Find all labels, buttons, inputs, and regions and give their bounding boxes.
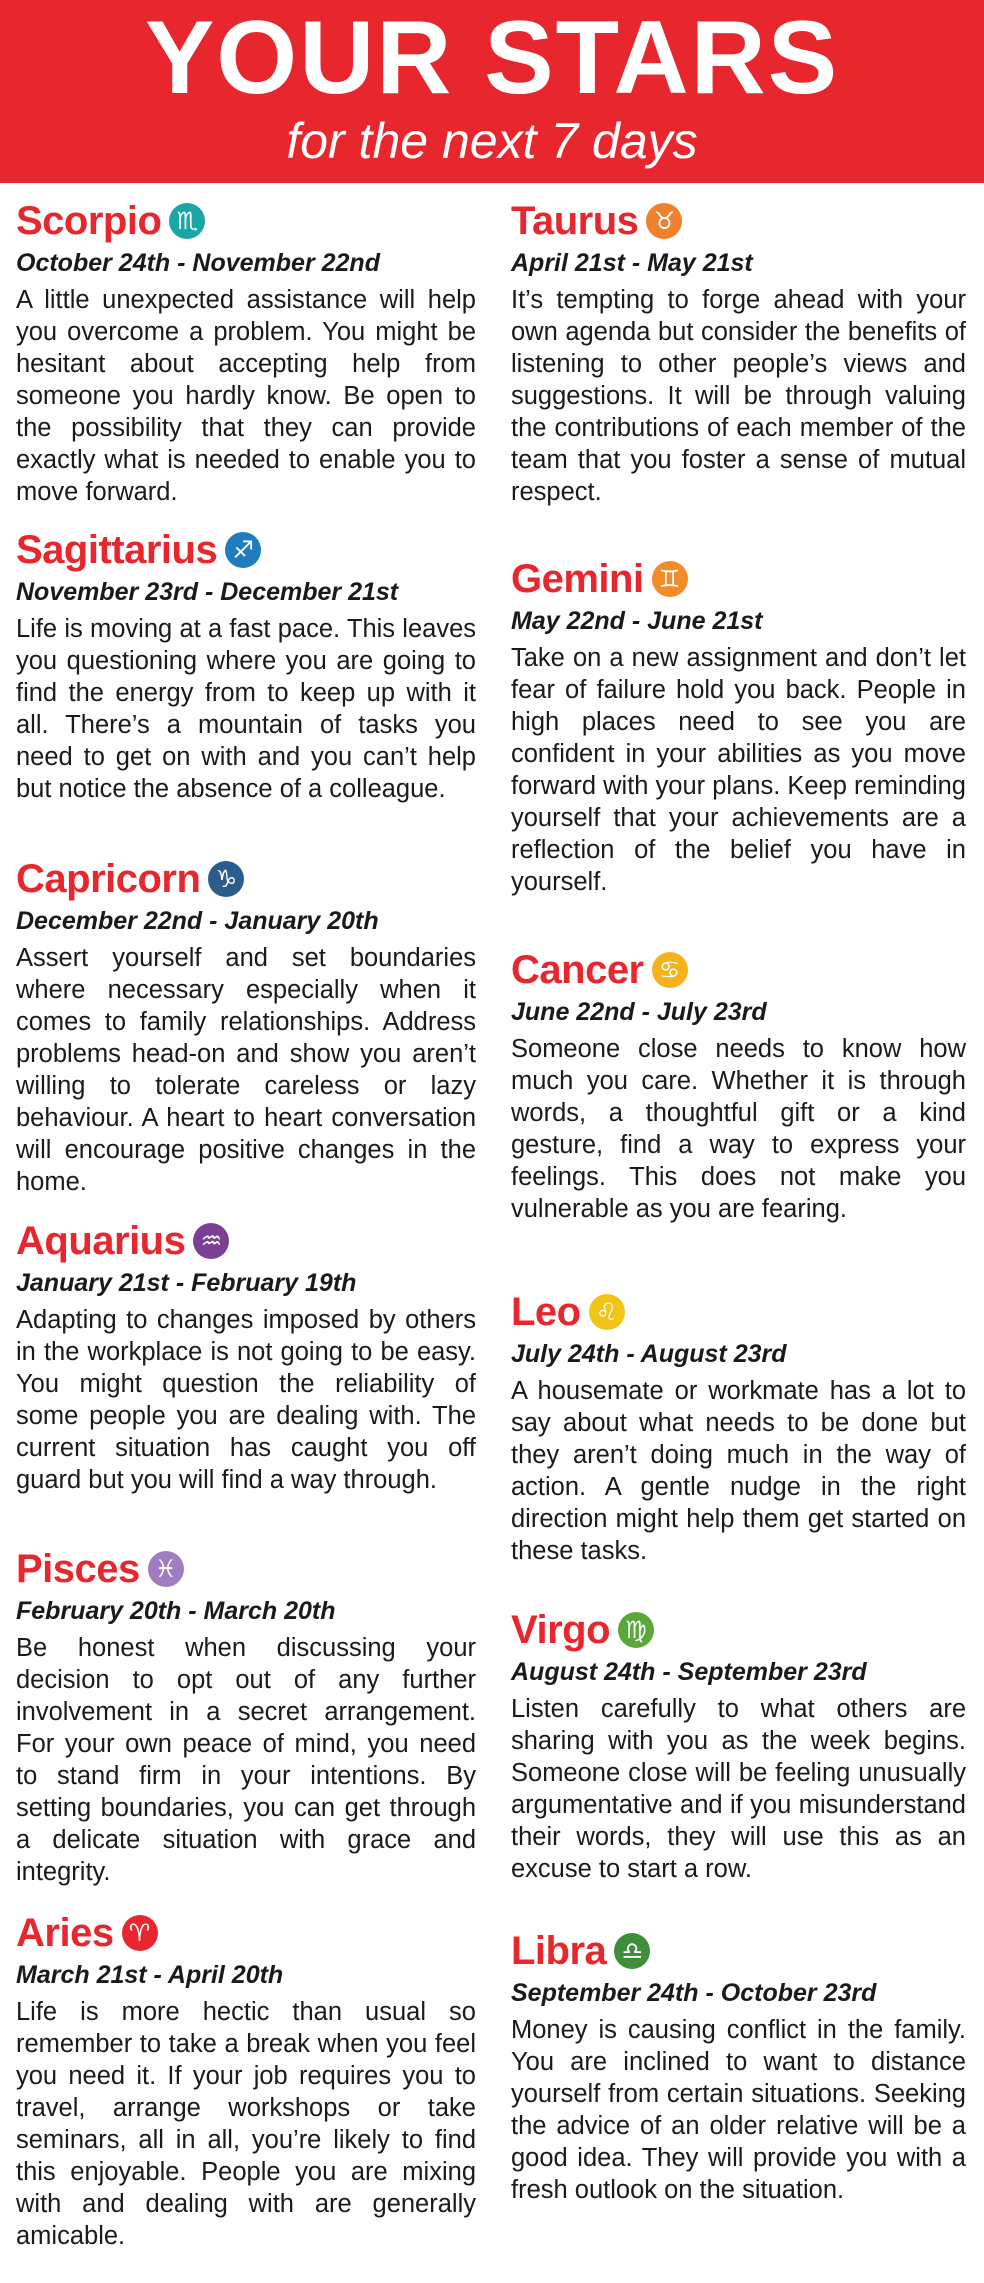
- leo-symbol-icon: ♌: [589, 1294, 625, 1330]
- sign-name: Sagittarius: [16, 528, 218, 572]
- sagittarius-symbol-icon: ♐: [225, 532, 261, 568]
- sign-dates: May 22nd - June 21st: [511, 607, 763, 635]
- horoscope-leo: [511, 1289, 966, 1567]
- sign-header: [511, 1289, 966, 1335]
- scorpio-symbol-icon: ♏: [169, 203, 205, 239]
- sign-reading: Life is more hectic than usual so remember to take a break when you feel you need it. If your job requires you to travel, arrange workshops or take seminars, all in all, you’re likely to find this enjoyable. People you are mixing with and dealing with are generally amicable.: [16, 1998, 476, 2250]
- sign-name: Gemini: [511, 557, 644, 601]
- horoscope-cancer: [511, 947, 966, 1225]
- horoscope-pisces: [16, 1546, 476, 1888]
- sign-header: [16, 527, 476, 573]
- sign-name: Virgo: [511, 1608, 611, 1652]
- sign-reading: Someone close needs to know how much you care. Whether it is through words, a thoughtful gift or a kind gesture, find a way to express your feelings. This does not make you vulnerable as you are fearing.: [511, 1035, 966, 1223]
- sign-header: [511, 1928, 966, 1974]
- sign-header: [511, 556, 966, 602]
- sign-header: [16, 1546, 476, 1592]
- sign-dates: April 21st - May 21st: [511, 249, 753, 277]
- virgo-symbol-icon: ♍: [618, 1612, 654, 1648]
- sign-name: Leo: [511, 1290, 581, 1334]
- sign-dates: June 22nd - July 23rd: [511, 998, 767, 1026]
- sign-reading: A little unexpected assistance will help you overcome a problem. You might be hesitant about accepting help from someone you hardly know. Be open to the possibility that they can provide exactly what is needed to enable you to move forward.: [16, 286, 476, 506]
- sign-dates: August 24th - September 23rd: [511, 1658, 867, 1686]
- header-banner: [0, 0, 984, 183]
- sign-dates: March 21st - April 20th: [16, 1961, 284, 1989]
- libra-symbol-icon: ♎: [614, 1933, 650, 1969]
- gemini-symbol-icon: ♊: [652, 561, 688, 597]
- sign-reading: A housemate or workmate has a lot to say about what needs to be done but they aren’t doing much in the way of action. A gentle nudge in the right direction might help them get started on these tasks.: [511, 1377, 966, 1565]
- aries-symbol-icon: ♈: [122, 1915, 158, 1951]
- sign-dates: November 23rd - December 21st: [16, 578, 399, 606]
- page-title: YOUR STARS: [144, 0, 840, 116]
- sign-reading: Be honest when discussing your decision to opt out of any further involvement in a secret arrangement. For your own peace of mind, you need to stand firm in your intentions. By setting boundaries, you can get through a delicate situation with grace and integrity.: [16, 1634, 476, 1886]
- cancer-symbol-icon: ♋: [652, 952, 688, 988]
- horoscope-virgo: [511, 1607, 966, 1885]
- sign-name: Scorpio: [16, 199, 162, 243]
- horoscope-capricorn: [16, 856, 476, 1198]
- sign-header: [511, 1607, 966, 1653]
- sign-reading: It’s tempting to forge ahead with your own agenda but consider the benefits of listening to other people’s views and suggestions. It will be through valuing the contributions of each member of the team that you foster a sense of mutual respect.: [511, 286, 966, 506]
- sign-reading: Life is moving at a fast pace. This leaves you questioning where you are going to find the energy from to keep up with it all. There’s a mountain of tasks you need to get on with and you can’t help but notice the absence of a colleague.: [16, 615, 476, 803]
- sign-dates: October 24th - November 22nd: [16, 249, 380, 277]
- horoscope-aquarius: [16, 1218, 476, 1496]
- sign-header: [511, 198, 966, 244]
- horoscope-taurus: [511, 198, 966, 508]
- sign-header: [511, 947, 966, 993]
- sign-name: Capricorn: [16, 857, 201, 901]
- sign-name: Taurus: [511, 199, 639, 243]
- sign-dates: January 21st - February 19th: [16, 1269, 357, 1297]
- taurus-symbol-icon: ♉: [646, 203, 682, 239]
- sign-dates: September 24th - October 23rd: [511, 1979, 877, 2007]
- sign-name: Aries: [16, 1911, 114, 1955]
- sign-name: Aquarius: [16, 1219, 186, 1263]
- sign-reading: Adapting to changes imposed by others in the workplace is not going to be easy. You might question the reliability of some people you are dealing with. The current situation has caught you off guard but you will find a way through.: [16, 1306, 476, 1494]
- sign-dates: February 20th - March 20th: [16, 1597, 336, 1625]
- sign-name: Pisces: [16, 1547, 140, 1591]
- pisces-symbol-icon: ♓: [148, 1551, 184, 1587]
- horoscope-sagittarius: [16, 527, 476, 805]
- sign-header: [16, 198, 476, 244]
- sign-reading: Assert yourself and set boundaries where necessary especially when it comes to family relationships. Address problems head-on and show you aren’t willing to tolerate careless or lazy behaviour. A heart to heart conversation will encourage positive changes in the home.: [16, 944, 476, 1196]
- aquarius-symbol-icon: ♒: [193, 1223, 229, 1259]
- sign-dates: July 24th - August 23rd: [511, 1340, 787, 1368]
- sign-reading: Take on a new assignment and don’t let fear of failure hold you back. People in high places need to see you are confident in your abilities as you move forward with your plans. Keep reminding yourself that your achievements are a reflection of the belief you have in yourself.: [511, 644, 966, 896]
- horoscope-scorpio: [16, 198, 476, 508]
- sign-header: [16, 1910, 476, 1956]
- horoscope-aries: [16, 1910, 476, 2252]
- sign-dates: December 22nd - January 20th: [16, 907, 379, 935]
- sign-name: Cancer: [511, 948, 644, 992]
- capricorn-symbol-icon: ♑: [208, 861, 244, 897]
- sign-reading: Money is causing conflict in the family. You are inclined to want to distance yourself from certain situations. Seeking the advice of an older relative will be a good idea. They will provide you with a fresh outlook on the situation.: [511, 2016, 966, 2204]
- sign-header: [16, 1218, 476, 1264]
- horoscope-gemini: [511, 556, 966, 898]
- sign-name: Libra: [511, 1929, 607, 1973]
- horoscope-libra: [511, 1928, 966, 2206]
- sign-reading: Listen carefully to what others are sharing with you as the week begins. Someone close will be feeling unusually argumentative and if you misunderstand their words, they will use this as an excuse to start a row.: [511, 1695, 966, 1883]
- sign-header: [16, 856, 476, 902]
- page-subtitle: for the next 7 days: [286, 113, 698, 169]
